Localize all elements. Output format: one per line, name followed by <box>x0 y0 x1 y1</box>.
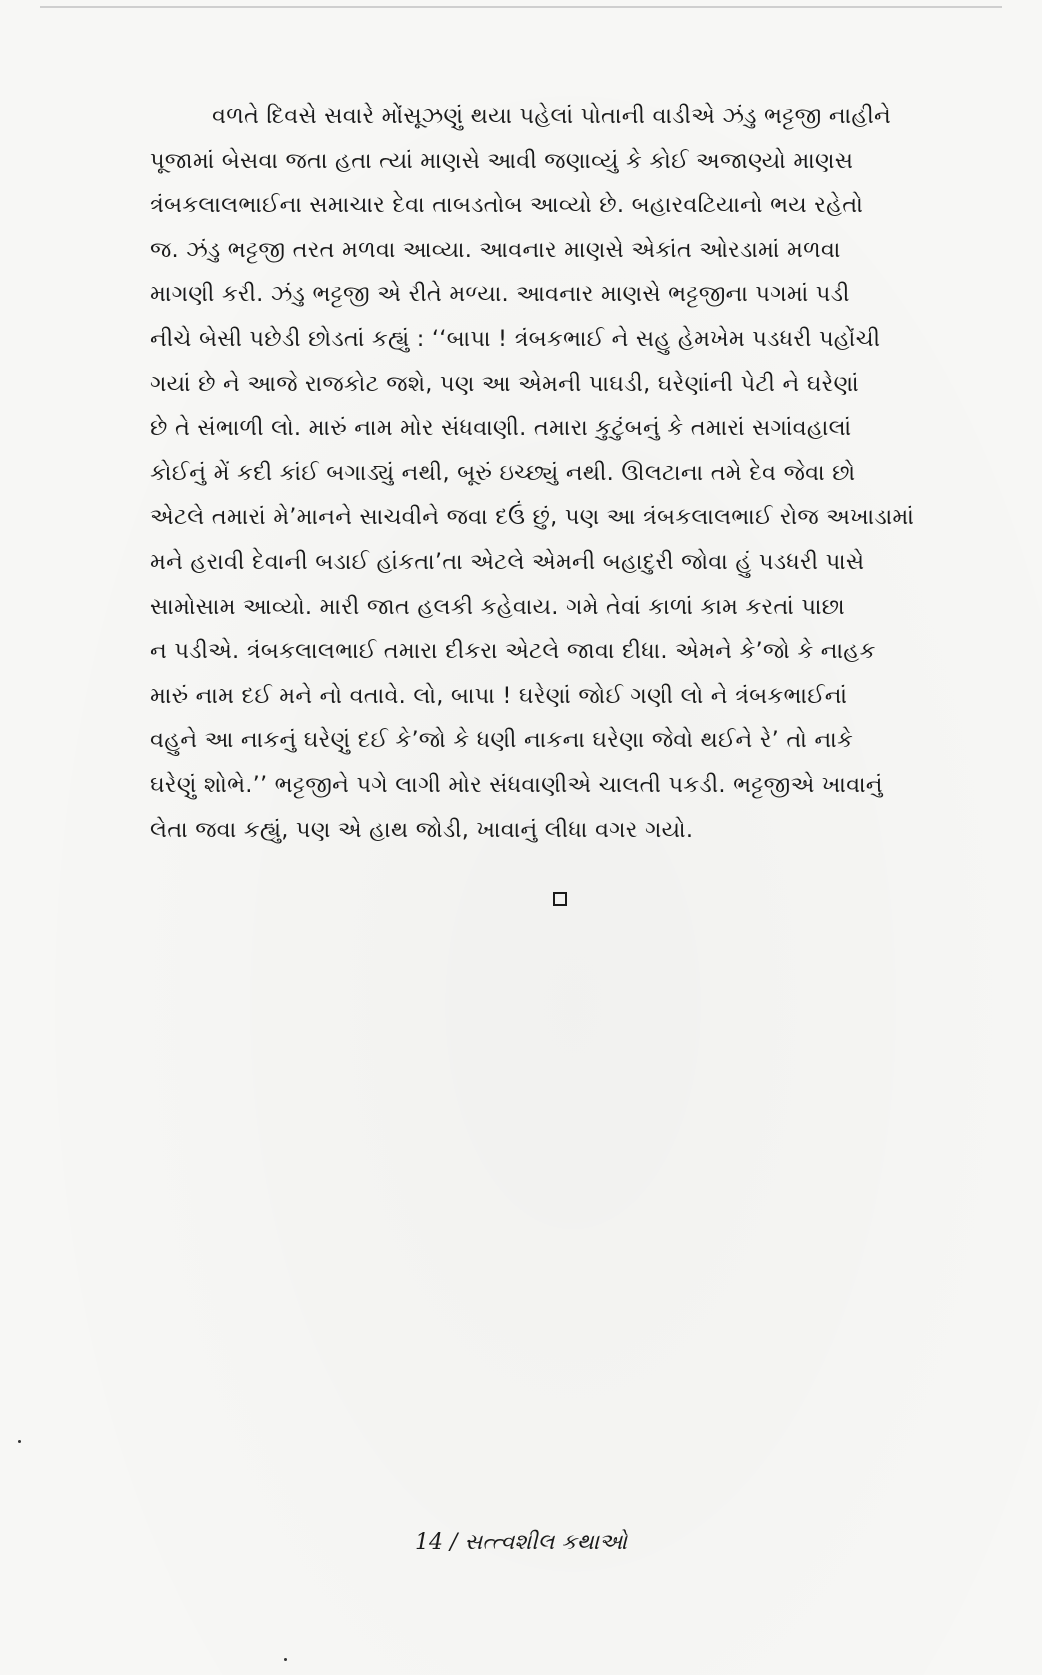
paragraph-line: ગયાં છે ને આજે રાજકોટ જશે, પણ આ એમની પાઘડી, ઘરેણાંની પેટી ને ઘરેણાં <box>150 370 859 397</box>
paragraph-line: છે તે સંભાળી લો. મારું નામ મોર સંધવાણી. તમારા કુટુંબનું કે તમારાં સગાંવહાલાં <box>150 415 852 442</box>
paragraph-line: વળતે દિવસે સવારે મોંસૂઝણું થયા પહેલાં પોતાની વાડીએ ઝંડુ ભટ્ટજી નાહીને <box>212 103 891 129</box>
paragraph-line: કોઈનું મેં કદી કાંઈ બગાડ્યું નથી, બૂરું ઇચ્છ્યું નથી. ઊલટાના તમે દેવ જેવા છો <box>150 459 856 486</box>
page-footer: 14 / સત્ત્વશીલ કથાઓ <box>415 1530 627 1555</box>
page-top-edge <box>40 6 1002 8</box>
paragraph-line: ત્રંબકલાલભાઈના સમાચાર દેવા તાબડતોબ આવ્યો છે. બહારવટિયાનો ભય રહેતો <box>150 192 864 219</box>
scan-speck <box>284 1658 287 1661</box>
paragraph-line: માગણી કરી. ઝંડુ ભટ્ટજી એ રીતે મળ્યા. આવનાર માણસે ભટ્ટજીના પગમાં પડી <box>150 281 850 308</box>
paragraph-line: ઘરેણું શોભે.’’ ભટ્ટજીને પગે લાગી મોર સંધવાણીએ ચાલતી પકડી. ભટ્ટજીએ ખાવાનું <box>150 771 883 798</box>
paragraph-line: મારું નામ દઈ મને નો વતાવે. લો, બાપા ! ઘરેણાં જોઈ ગણી લો ને ત્રંબકભાઈનાં <box>150 682 848 709</box>
paragraph-line: સામોસામ આવ્યો. મારી જાત હલકી કહેવાય. ગમે તેવાં કાળાં કામ કરતાં પાછા <box>150 593 845 620</box>
story-paragraph <box>150 94 975 854</box>
paragraph-line: પૂજામાં બેસવા જતા હતા ત્યાં માણસે આવી જણાવ્યું કે કોઈ અજાણ્યો માણસ <box>150 147 854 174</box>
paragraph-line: જ. ઝંડુ ભટ્ટજી તરત મળવા આવ્યા. આવનાર માણસે એકાંત ઓરડામાં મળવા <box>150 236 841 263</box>
paragraph-line: એટલે તમારાં મે’માનને સાચવીને જવા દઉં છું, પણ આ ત્રંબકલાલભાઈ રોજ અખાડામાં <box>150 504 915 531</box>
paragraph-line: મને હરાવી દેવાની બડાઈ હાંકતા’તા એટલે એમની બહાદુરી જોવા હું પડધરી પાસે <box>150 548 865 575</box>
paragraph-line: ન પડીએ. ત્રંબકલાલભાઈ તમારા દીકરા એટલે જાવા દીધા. એમને કે’જો કે નાહક <box>150 638 876 665</box>
scan-speck <box>18 1440 21 1443</box>
paragraph-line: વહુને આ નાકનું ઘરેણું દઈ કે’જો કે ધણી નાકના ઘરેણા જેવો થઈને રે’ તો નાકે <box>150 727 854 754</box>
paragraph-line: લેતા જવા કહ્યું, પણ એ હાથ જોડી, ખાવાનું લીધા વગર ગયો. <box>150 816 694 843</box>
paragraph-line: નીચે બેસી પછેડી છોડતાં કહ્યું : ‘‘બાપા ! ત્રંબકભાઈ ને સહુ હેમખેમ પડધરી પહોંચી <box>150 325 881 352</box>
section-end-square-icon <box>553 892 567 906</box>
